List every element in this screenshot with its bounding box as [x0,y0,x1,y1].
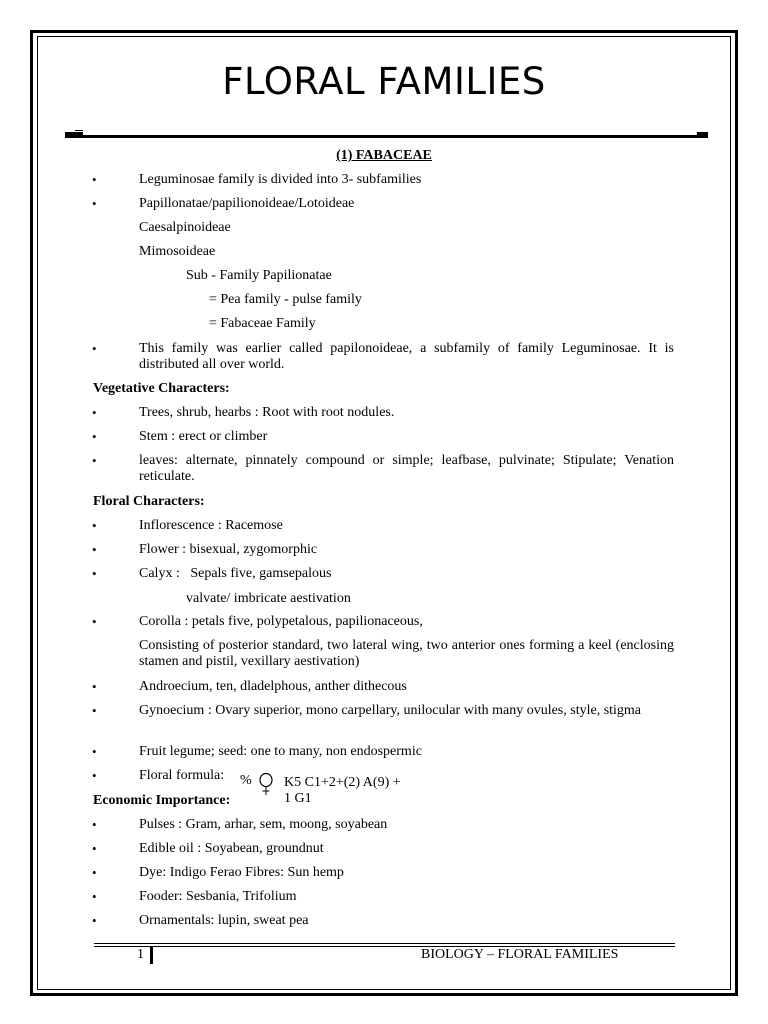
bullet-mark: • [92,172,97,187]
bullet-mark: • [92,913,97,928]
bullet-mark: • [92,429,97,444]
subfamily-name: Caesalpinoideae [139,220,231,235]
bullet-mark: • [92,865,97,880]
bullet-mark: • [92,703,97,718]
section-heading-vegetative: Vegetative Characters: [93,381,230,396]
page-number: 1 [137,947,144,962]
bullet-mark: • [92,542,97,557]
bullet-mark: • [92,841,97,856]
bullet-mark: • [92,889,97,904]
bullet-mark: • [92,614,97,629]
list-item-note: valvate/ imbricate aestivation [186,591,351,606]
list-item: Calyx : Sepals five, gamsepalous [139,566,332,581]
bullet-mark: • [92,518,97,533]
bullet-mark: • [92,196,97,211]
bullet-mark: • [92,817,97,832]
bullet-mark: • [92,566,97,581]
floral-formula: 1 G1 [284,791,312,806]
bullet-mark: • [92,341,97,356]
list-item: Dye: Indigo Ferao Fibres: Sun hemp [139,865,344,880]
list-item: Fooder: Sesbania, Trifolium [139,889,297,904]
bullet-mark: • [92,453,97,468]
list-item: Papillonatae/papilionoideae/Lotoideae [139,196,355,211]
bullet-mark: • [92,768,97,783]
list-item: Flower : bisexual, zygomorphic [139,542,318,557]
subfamily-note: Sub - Family Papilionatae [186,268,332,283]
floral-formula: K5 C1+2+(2) A(9) + [284,775,401,790]
floral-formula-label: Floral formula: [139,768,225,783]
list-item-note: Consisting of posterior standard, two lateral wing, two anterior ones forming a keel (enclosing stamen and pistil, vexillary aestivation) [139,638,674,669]
list-item: Trees, shrub, hearbs : Root with root nodules. [139,405,395,420]
list-item: Pulses : Gram, arhar, sem, moong, soyabean [139,817,388,832]
bullet-mark: • [92,679,97,694]
list-item: Stem : erect or climber [139,429,268,444]
section-heading-floral: Floral Characters: [93,494,205,509]
bisexual-symbol-icon [257,772,275,796]
list-item: Corolla : petals five, polypetalous, papilionaceous, [139,614,423,629]
list-item: leaves: alternate, pinnately compound or simple; leafbase, pulvinate; Stipulate; Venation reticulate. [139,453,674,484]
floral-formula-percent: % [240,773,252,788]
list-item: Edible oil : Soyabean, groundnut [139,841,324,856]
subfamily-note: = Fabaceae Family [209,316,316,331]
section-heading-fabaceae: (1) FABACEAE [336,148,432,163]
running-footer-title: BIOLOGY – FLORAL FAMILIES [421,947,619,962]
list-item: This family was earlier called papilonoideae, a subfamily of family Leguminosae. It is distributed all over world. [139,341,674,372]
bullet-mark: • [92,744,97,759]
list-item: Inflorescence : Racemose [139,518,283,533]
page-title: FLORAL FAMILIES [222,60,546,103]
list-item: Androecium, ten, dladelphous, anther dithecous [139,679,407,694]
list-item: Fruit legume; seed: one to many, non endospermic [139,744,422,759]
list-item: Leguminosae family is divided into 3- subfamilies [139,172,422,187]
subfamily-note: = Pea family - pulse family [209,292,362,307]
bullet-mark: • [92,405,97,420]
list-item: Ornamentals: lupin, sweat pea [139,913,309,928]
footer-rule [94,943,675,944]
subfamily-name: Mimosoideae [139,244,216,259]
list-item: Gynoecium : Ovary superior, mono carpellary, unilocular with many ovules, style, stigma [139,703,642,718]
section-heading-economic: Economic Importance: [93,793,231,808]
footer-divider [150,947,153,964]
